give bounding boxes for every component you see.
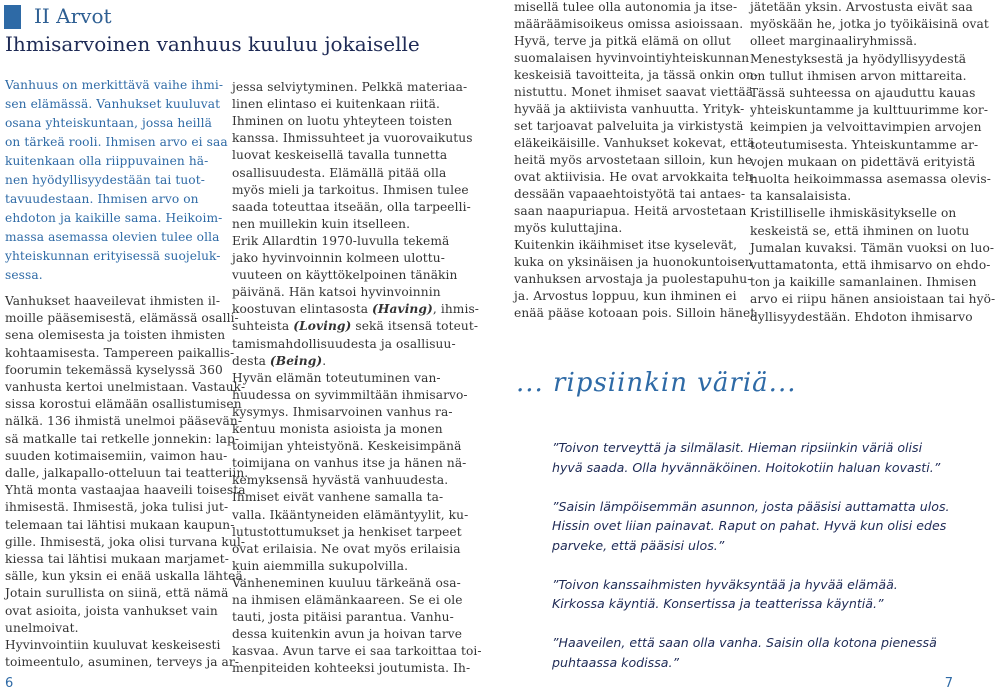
text-line: Ihmiset eivät vanhene samalla ta- [232, 490, 444, 505]
text-line: keimpien ja velvoittavimpien arvojen [750, 120, 982, 135]
text-line: telemaan tai lähtisi mukaan kaupun- [5, 517, 235, 532]
quote-line: Kirkossa käyntiä. Konsertissa ja teatterissa käyntiä.” [552, 596, 884, 611]
intro-line: massa asemassa olevien tulee olla [5, 230, 220, 244]
text-line: Kristilliselle ihmiskäsitykselle on [750, 206, 957, 221]
text-line: huudessa on syvimmiltään ihmisarvo- [232, 387, 468, 402]
text-line: valla. Ikääntyneiden elämäntyylit, ku- [232, 507, 469, 522]
text-line: tamismahdollisuudesta ja osallisuu- [232, 336, 456, 351]
text-line: Vanhukset haaveilevat ihmisten il- [5, 294, 221, 308]
text-line: hyvää ja aktiivista vanhuutta. Yrityk- [514, 102, 745, 116]
text-line: vanhusta kertoi unelmistaan. Vastauk- [5, 380, 246, 394]
intro-line: kuitenkaan olla riippuvainen hä- [5, 154, 209, 168]
text-line: Jotain surullista on siinä, että nämä [5, 586, 229, 601]
intro-line: osana yhteiskuntaan, jossa heillä [5, 116, 213, 130]
quote-line: ”Toivon terveyttä ja silmälasit. Hieman ripsiinkin väriä olisi [552, 440, 923, 455]
text-line: keskeistä se, että ihminen on luotu [750, 223, 970, 238]
text-line: Ihminen on luotu yhteyteen toisten [232, 114, 453, 129]
text-line: misellä tulee olla autonomia ja itse- [514, 0, 738, 14]
text-line: arvo ei riipu hänen ansioistaan tai hyö- [750, 292, 995, 307]
text-line: kemyksensä hyvästä vanhuudesta. [232, 473, 449, 488]
text-line: ta kansalaisista. [750, 189, 852, 204]
text-line: saan naapuriapua. Heitä arvostetaan [514, 204, 747, 218]
quote-line: puhtaassa kodissa.” [552, 654, 680, 670]
text-line: luovat keskeisellä tavalla tunnetta [232, 148, 448, 163]
text-line: kuin aiemmilla sukupolvilla. [232, 558, 409, 573]
page-number-right: 7 [944, 676, 953, 691]
text-line: vuttamatonta, että ihmisarvo on ehdo- [750, 258, 991, 272]
text-line: Hyvän elämän toteutuminen van- [232, 370, 441, 385]
text-line: osallisuudesta. Elämällä pitää olla [232, 165, 447, 180]
text-line: päivänä. Hän katsoi hyvinvoinnin [232, 285, 441, 300]
text-line: kiessa tai lähtisi mukaan marjamet- [5, 552, 229, 566]
text-line: gille. Ihmisestä, joka olisi turvana kul- [5, 534, 246, 549]
text-line: myös mieli ja tarkoitus. Ihmisen tulee [232, 182, 469, 197]
intro-line: yhteiskunnan erityisessä suojeluk- [5, 249, 221, 263]
text-line: toimijana on vanhus itse ja hänen nä- [232, 456, 467, 471]
text-line: kuka on yksinäisen ja huonokuntoisen [514, 255, 753, 269]
text-line: vanhuksen arvostaja ja puolestapuhu- [514, 272, 752, 286]
text-line: keskeisiä tavoitteita, ja tässä onkin on- [514, 68, 759, 82]
quote-line: ”Toivon kanssaihmisten hyväksyntää ja hyvää elämää. [552, 576, 898, 592]
text-line: kohtaamisesta. Tampereen paikallis- [5, 345, 235, 360]
text-line: yhteiskuntamme ja kulttuurimme kor- [750, 103, 989, 118]
text-line: unelmoivat. [5, 620, 79, 635]
text-line: toteutumisesta. Yhteiskuntamme ar- [750, 137, 979, 152]
text-line: menpiteiden kohteeksi joutumista. Ih- [232, 661, 471, 676]
text-line: lutustottumukset ja henkiset tarpeet [232, 524, 462, 539]
text-line: kasvaa. Avun tarve ei saa tarkoittaa toi- [232, 644, 482, 659]
text-line: vojen mukaan on pidettävä erityistä [750, 154, 976, 169]
text-line: jessa selviytyminen. Pelkkä materiaa- [232, 80, 468, 94]
intro-line: nen hyödyllisyydestään tai tuot- [5, 173, 205, 187]
text-line: toimeentulo, asuminen, terveys ja ar- [5, 655, 240, 670]
text-line: sissa korostui elämään osallistumisen [5, 397, 242, 412]
text-line: foorumin tekemässä kyselyssä 360 [5, 362, 223, 377]
text-line: nen muillekin kuin itselleen. [232, 216, 411, 231]
text-line: ovat erilaisia. Ne ovat myös erilaisia [232, 541, 461, 556]
text-line: dessa kuitenkin avun ja hoivan tarve [232, 627, 463, 642]
text-line: koostuvan elintasosta (Having), ihmis- [232, 302, 480, 317]
text-line: desta (Being). [232, 353, 327, 368]
text-line: nistuttu. Monet ihmiset saavat viettää [514, 85, 754, 99]
text-line: Yhtä monta vastaajaa haaveili toisesta [5, 483, 246, 498]
intro-line: sessa. [5, 268, 43, 282]
text-line: suuden kotimaisemiin, vaimon hau- [5, 448, 228, 463]
text-line: linen elintaso ei kuitenkaan riitä. [232, 97, 440, 112]
text-line: vuuteen on käyttökelpoinen tänäkin [232, 268, 458, 283]
text-line: kanssa. Ihmissuhteet ja vuorovaikutus [232, 131, 473, 146]
intro-line: ehdoton ja kaikille sama. Heikoim- [5, 211, 223, 225]
quote-line: parveke, että pääsisi ulos.” [552, 537, 725, 553]
text-line: Erik Allardtin 1970-luvulla tekemä [232, 233, 450, 248]
text-line: sälle, kun yksin ei enää uskalla lähteä. [5, 569, 247, 584]
page-number-left: 6 [5, 676, 14, 691]
text-line: myöskään he, jotka jo työikäisinä ovat [750, 17, 989, 32]
text-line: ja. Arvostus loppuu, kun ihminen ei [514, 289, 737, 303]
intro-line: on tärkeä rooli. Ihmisen arvo ei saa [5, 135, 228, 149]
intro-line: sen elämässä. Vanhukset kuuluvat [5, 97, 221, 111]
text-line: tauti, josta pitäisi parantua. Vanhu- [232, 610, 454, 625]
text-line: määräämisoikeus omissa asioissaan. [514, 17, 744, 31]
text-line: sä matkalle tai retkelle jonnekin: lap- [5, 431, 240, 446]
text-line: myös kuluttajina. [514, 221, 623, 235]
text-line: Kuitenkin ikäihmiset itse kyselevät, [514, 238, 738, 252]
text-line: Tässä suhteessa on ajauduttu kauas [750, 86, 976, 100]
text-line: toimijan yhteistyönä. Keskeisimpänä [232, 439, 462, 454]
text-line: Hyvinvointiin kuuluvat keskeisesti [5, 638, 221, 652]
text-line: Hyvä, terve ja pitkä elämä on ollut [514, 34, 731, 48]
text-line: ovat asioita, joista vanhukset vain [5, 603, 218, 618]
text-line: nälkä. 136 ihmistä unelmoi pääsevän- [5, 414, 243, 429]
intro-line: Vanhuus on merkittävä vaihe ihmi- [5, 78, 224, 92]
text-line: suhteista (Loving) sekä itsensä toteut- [232, 319, 479, 334]
text-line: enää pääse kotoaan pois. Silloin hänet [514, 306, 756, 320]
text-line: moille pääsemisestä, elämässä osalli- [5, 311, 239, 326]
text-line: kysymys. Ihmisarvoinen vanhus ra- [232, 404, 453, 419]
text-line: dyllisyydestään. Ehdoton ihmisarvo [750, 309, 973, 324]
page-title: Ihmisarvoinen vanhuus kuuluu jokaiselle [5, 32, 420, 56]
quote-line: hyvä saada. Olla hyvännäköinen. Hoitokotiin haluan kovasti.” [552, 459, 941, 475]
text-line: Menestyksestä ja hyödyllisyydestä [750, 51, 967, 66]
text-line: dalle, jalkapallo-otteluun tai teatteriin. [5, 466, 249, 480]
text-line: ovat aktiivisia. He ovat arvokkaita teh- [514, 170, 757, 184]
text-line: jätetään yksin. Arvostusta eivät saa [750, 0, 973, 14]
text-line: Vanheneminen kuuluu tärkeänä osa- [232, 575, 461, 590]
text-line: jako hyvinvoinnin kolmeen ulottu- [232, 251, 445, 265]
text-line: suomalaisen hyvinvointiyhteiskunnan [514, 51, 750, 65]
text-line: eläkeikäisille. Vanhukset kokevat, että [514, 136, 755, 150]
text-line: set tarjoavat palveluita ja virkistystä [514, 119, 744, 133]
text-line: sena olemisesta ja toisten ihmisten [5, 328, 226, 343]
quote-line: ”Saisin lämpöisemmän asunnon, josta pääsisi auttamatta ulos. [552, 498, 950, 514]
text-line: saada toteuttaa itseään, olla tarpeelli- [232, 199, 471, 214]
text-line: ton ja kaikille samanlainen. Ihmisen [750, 275, 977, 290]
handwritten-heading: ... ripsiinkin väriä... [516, 368, 797, 398]
text-line: dessään vapaaehtoistyötä tai antaes- [514, 187, 746, 201]
text-line: na ihmisen elämänkaareen. Se ei ole [232, 593, 463, 607]
text-line: kentuu monista asioista ja monen [232, 422, 443, 436]
chapter-color-tab [4, 5, 21, 29]
chapter-title: II Arvot [34, 4, 112, 28]
text-line: ihmisestä. Ihmisestä, joka tulisi jut- [5, 500, 229, 515]
quote-line: ”Haaveilen, että saan olla vanha. Saisin olla kotona pienessä [552, 635, 937, 650]
text-line: huolta heikoimmassa asemassa olevis- [750, 172, 991, 186]
quote-line: Hissin ovet liian painavat. Raput on pahat. Hyvä kun olisi edes [552, 518, 947, 533]
text-line: olleet marginaaliryhmissä. [750, 34, 918, 49]
text-line: Jumalan kuvaksi. Tämän vuoksi on luo- [750, 240, 995, 255]
text-line: heitä myös arvostetaan silloin, kun he [514, 153, 753, 167]
intro-line: tavuudestaan. Ihmisen arvo on [5, 192, 199, 206]
text-line: on tullut ihmisen arvon mittareita. [750, 68, 967, 83]
